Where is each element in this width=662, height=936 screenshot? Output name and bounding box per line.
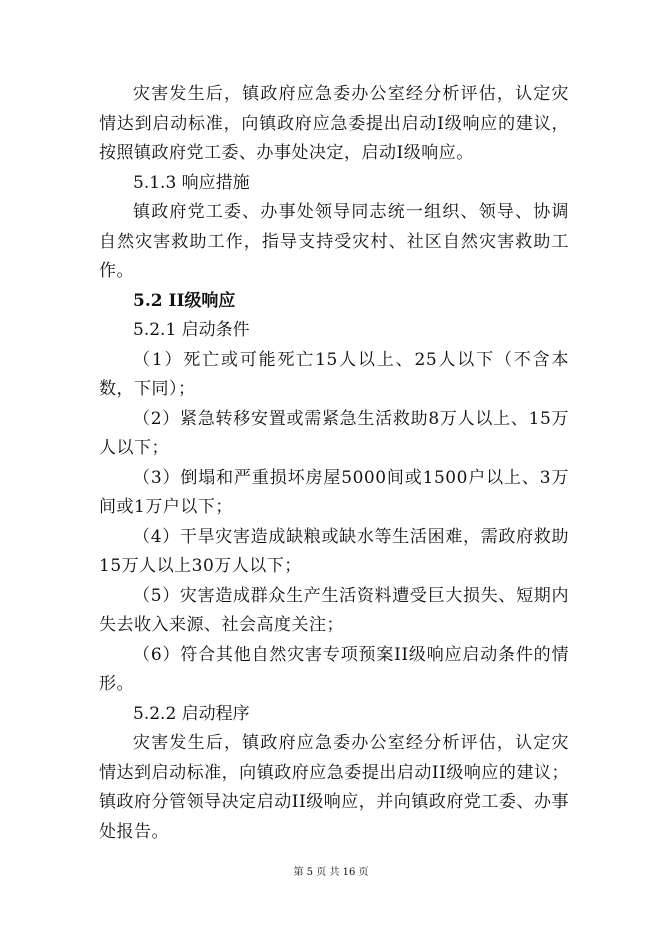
page-footer: 第 5 页 共 16 页: [293, 867, 369, 878]
section-heading-5-2: 5.2 II级响应: [133, 290, 236, 311]
condition-item-5: （5）灾害造成群众生产生活资料遭受巨大损失、短期内失去收入来源、社会高度关注；: [99, 585, 569, 635]
paragraph-1: 灾害发生后，镇政府应急委办公室经分析评估，认定灾情达到启动标准，向镇政府应急委提出启动Ⅰ级响应的建议，按照镇政府党工委、办事处决定，启动Ⅰ级响应。: [99, 84, 569, 163]
paragraph-2: 镇政府党工委、办事处领导同志统一组织、领导、协调自然灾害救助工作，指导支持受灾村、社区自然灾害救助工作。: [99, 202, 569, 281]
condition-item-1: （1）死亡或可能死亡15人以上、25人以下（不含本数，下同）；: [99, 349, 569, 399]
heading-5-2-2: 5.2.2 启动程序: [133, 703, 250, 724]
condition-item-3: （3）倒塌和严重损坏房屋5000间或1500户以上、3万间或1万户以下；: [99, 467, 569, 517]
document-body: [99, 80, 569, 847]
paragraph-3: 灾害发生后，镇政府应急委办公室经分析评估，认定灾情达到启动标准，向镇政府应急委提出启动II级响应的建议；镇政府分管领导决定启动II级响应，并向镇政府党工委、办事处报告。: [99, 733, 569, 842]
condition-item-2: （2）紧急转移安置或需紧急生活救助8万人以上、15万人以下；: [99, 408, 569, 458]
heading-5-2-1: 5.2.1 启动条件: [133, 320, 250, 340]
condition-item-6: （6）符合其他自然灾害专项预案II级响应启动条件的情形。: [99, 644, 569, 694]
heading-5-1-3: 5.1.3 响应措施: [133, 172, 250, 193]
condition-item-4: （4）干旱灾害造成缺粮或缺水等生活困难，需政府救助15万人以上30万人以下；: [99, 526, 569, 576]
